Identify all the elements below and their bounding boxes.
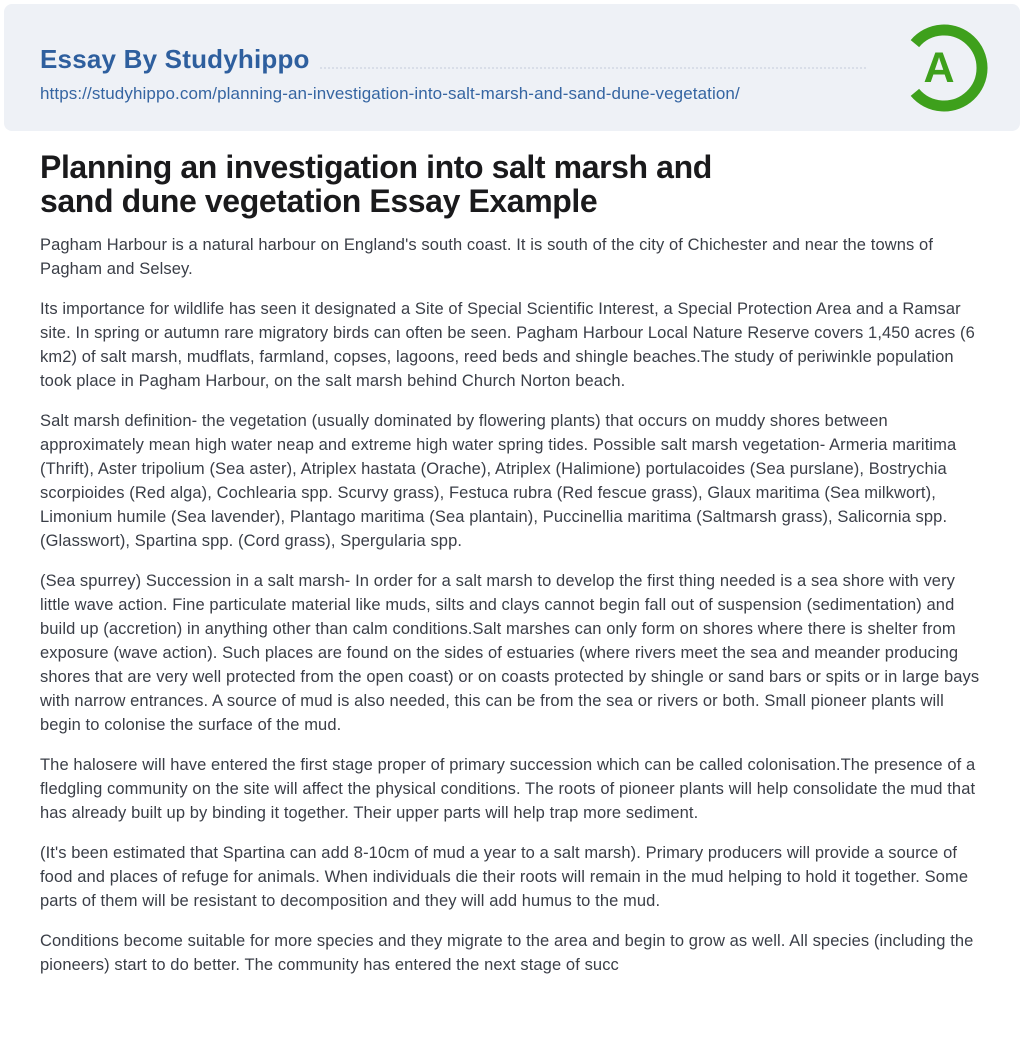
essay-paragraph-5: The halosere will have entered the first stage proper of primary succession which can be called colonisation.The presence of a fledgling community on the site will affect the physical conditions. The roots of pioneer plants will help consolidate the mud that has already built up by binding it together. Their upper parts will help trap more sediment. [40, 756, 976, 822]
essay-paragraph-3: Salt marsh definition- the vegetation (usually dominated by flowering plants) that occurs on muddy shores between approximately mean high water neap and extreme high water spring tides. Possible salt marsh vegetation- Armeria maritima (Thrift), Aster tripolium (Sea aster), Atriplex hastata (Orache), Atriplex (Halimione) portulacoides (Sea purslane), Bostrychia scorpioides (Red alga), Cochlearia spp. Scurvy grass), Festuca rubra (Red fescue grass), Glaux maritima (Sea milkwort), Limonium humile (Sea lavender), Plantago maritima (Sea plantain), Puccinellia maritima (Saltmarsh grass), Salicornia spp. (Glasswort), Spartina spp. (Cord grass), Spergularia spp. [40, 412, 957, 550]
essay-paragraph-4: (Sea spurrey) Succession in a salt marsh- In order for a salt marsh to develop the first thing needed is a sea shore with very little wave action. Fine particulate material like muds, silts and clays cannot begin fall out of suspension (sedimentation) and build up (accretion) in anything other than calm conditions.Salt marshes can only form on shores where there is shelter from exposure (wave action). Such places are found on the sides of estuaries (where rivers meet the sea and meander producing shores that are very well protected from the open coast) or on coasts protected by shingle or sand bars or spits or in large bays with narrow entrances. A source of mud is also needed, this can be from the sea or rivers or both. Small pioneer plants will begin to colonise the surface of the mud. [40, 572, 980, 734]
essay-paragraph-1: Pagham Harbour is a natural harbour on England's south coast. It is south of the city of Chichester and near the towns of Pagham and Selsey. [40, 236, 934, 278]
page-url: https://studyhippo.com/planning-an-investigation-into-salt-marsh-and-sand-dune-vegetation/ [40, 84, 740, 103]
page-header [4, 4, 1020, 131]
logo-ring-icon [896, 20, 992, 116]
essay-paragraph-6: (It's been estimated that Spartina can add 8-10cm of mud a year to a salt marsh). Primary producers will provide a source of food and places of refuge for animals. When individuals die their roots will remain in the mud helping to hold it together. Some parts of them will be resistant to decomposition and they will add humus to the mud. [40, 844, 969, 910]
essay-paragraph-2: Its importance for wildlife has seen it designated a Site of Special Scientific Interest, a Special Protection Area and a Ramsar site. In spring or autumn rare migratory birds can often be seen. Pagham Harbour Local Nature Reserve covers 1,450 acres (6 km2) of salt marsh, mudflats, farmland, copses, lagoons, reed beds and shingle beaches.The study of periwinkle population took place in Pagham Harbour, on the salt marsh behind Church Norton beach. [40, 300, 975, 390]
header-title-row [40, 44, 866, 74]
logo-letter: A [923, 44, 955, 92]
studyhippo-logo [896, 20, 992, 116]
header-text-block [40, 44, 984, 104]
dotted-divider [320, 67, 866, 69]
essay-title-line-1: Planning an investigation into salt marsh and [40, 149, 712, 185]
essay-title [40, 150, 984, 218]
site-title: Essay By Studyhippo [40, 44, 310, 74]
essay-title-line-2: sand dune vegetation Essay Example [40, 183, 598, 219]
essay-paragraph-7: Conditions become suitable for more species and they migrate to the area and begin to grow as well. All species (including the pioneers) start to do better. The community has entered the next stage of succ [40, 932, 974, 974]
essay-article [0, 150, 1024, 977]
